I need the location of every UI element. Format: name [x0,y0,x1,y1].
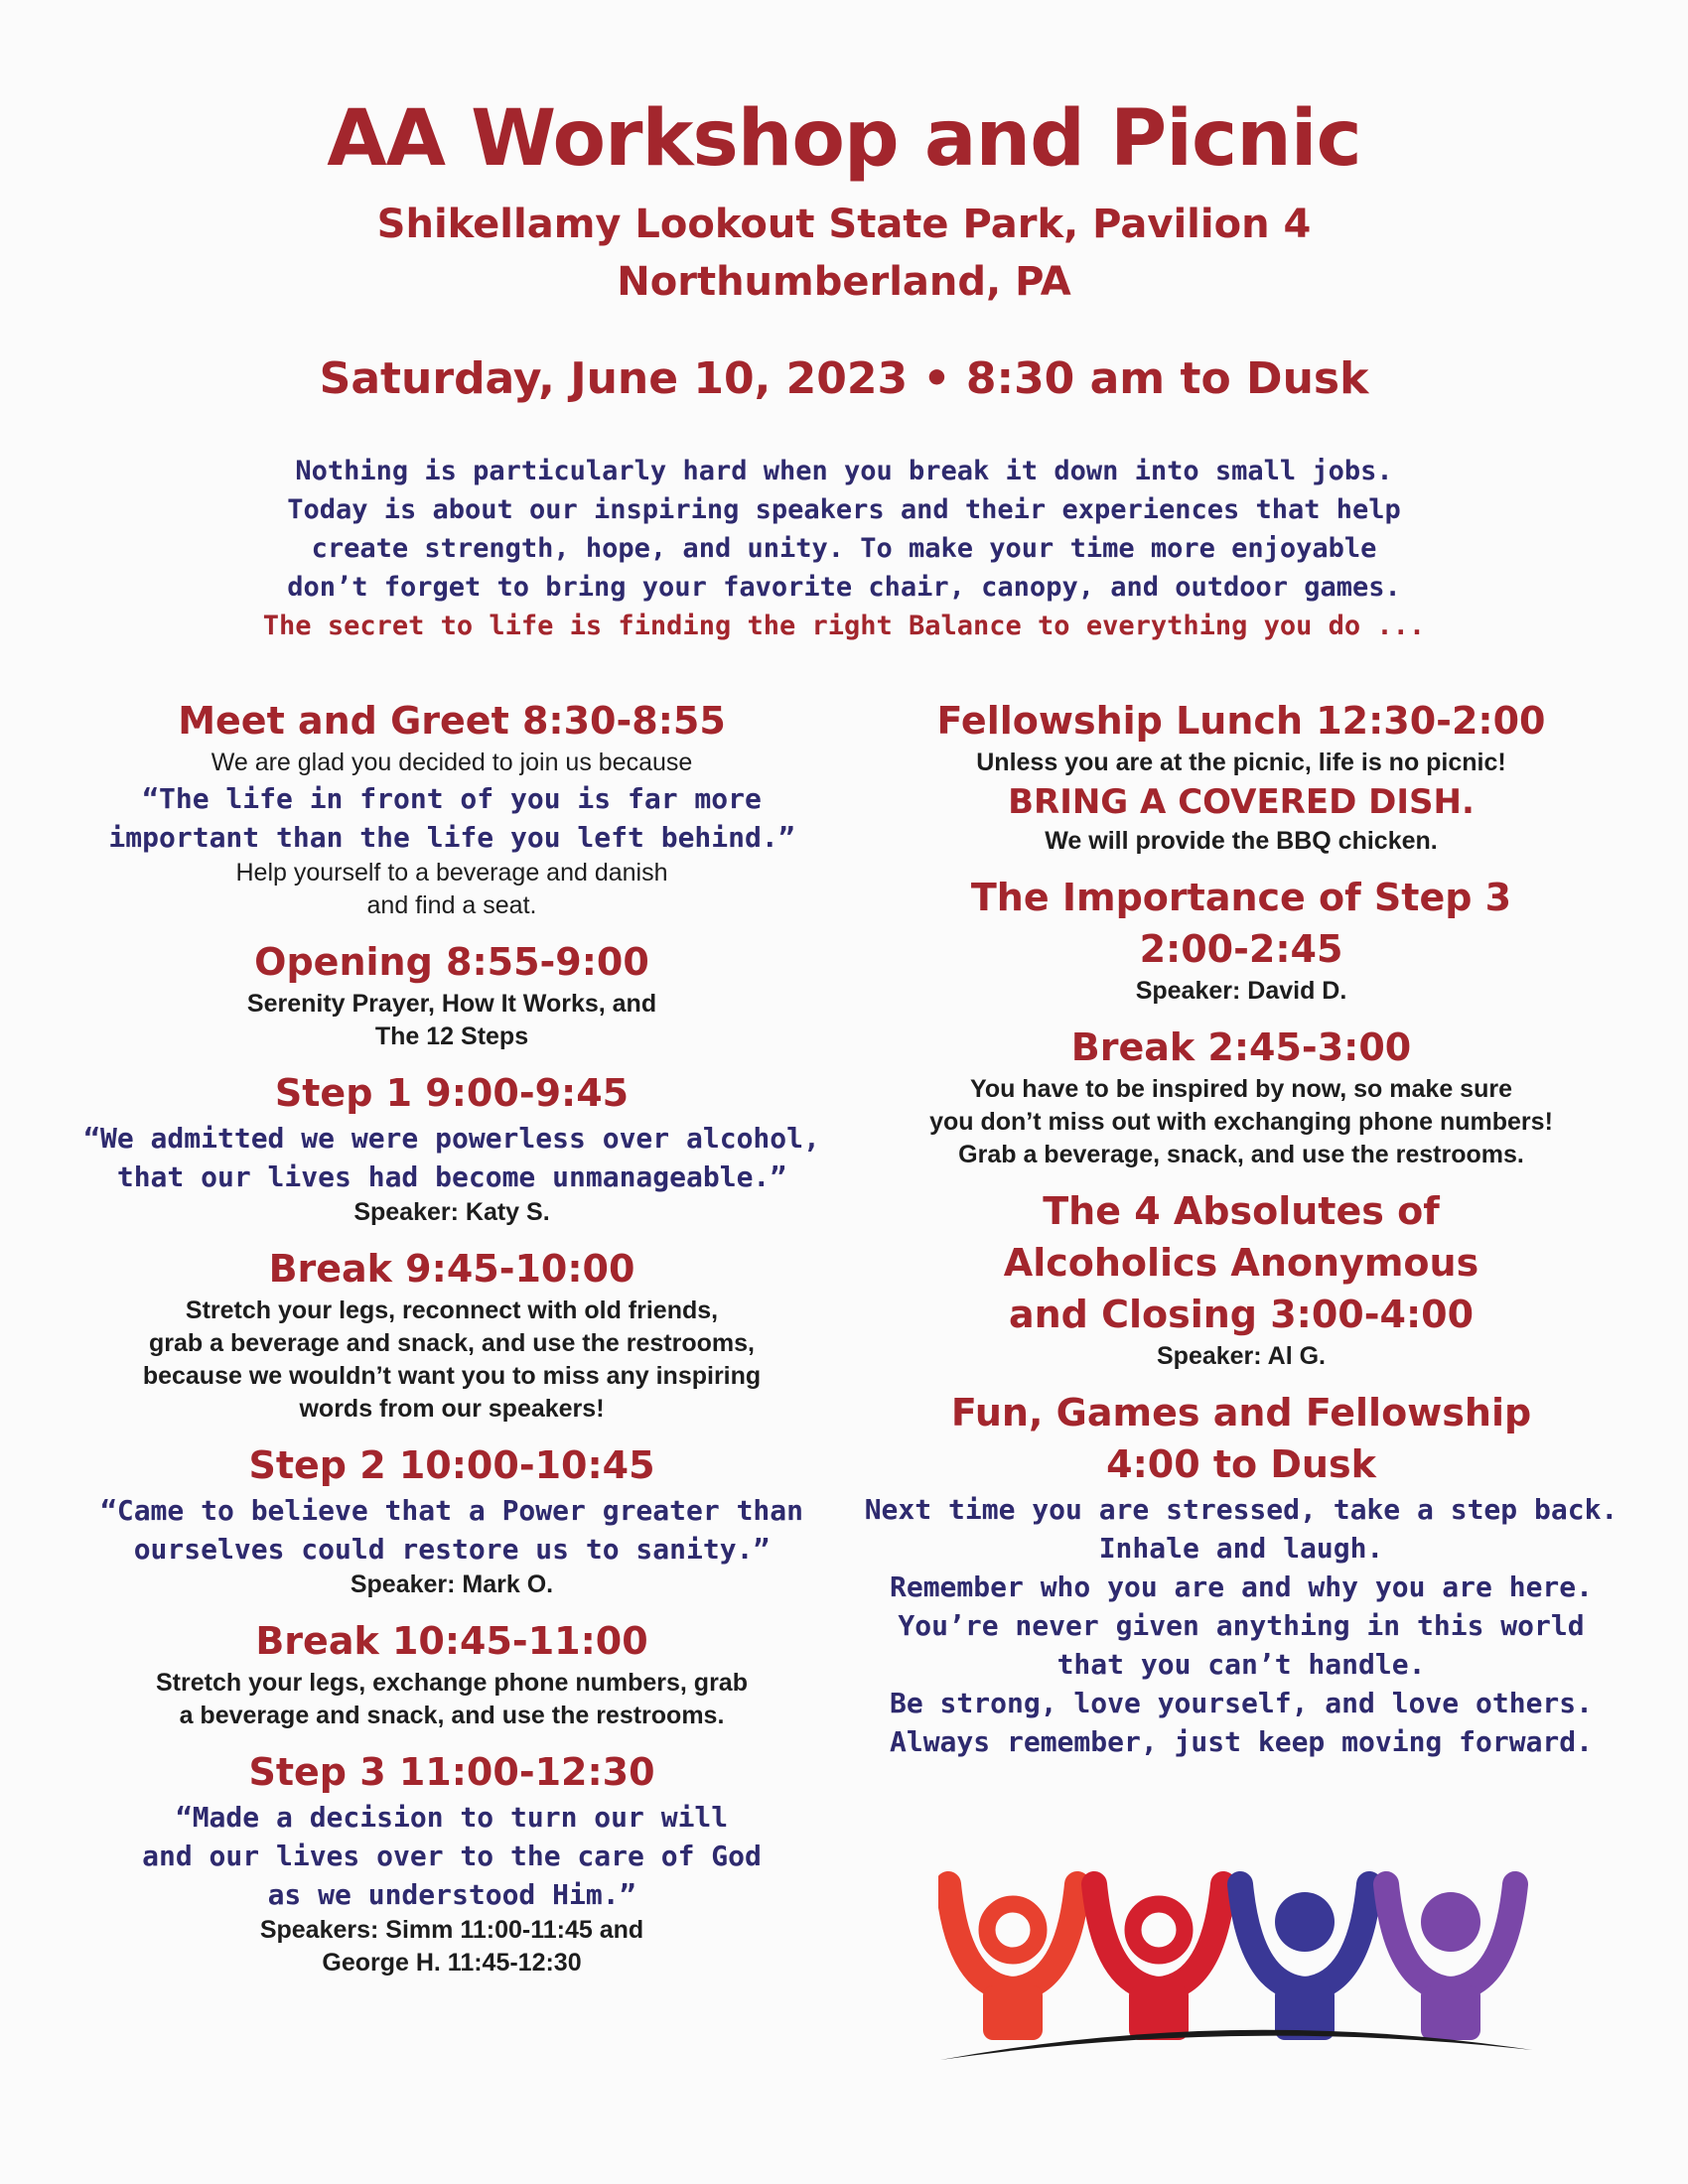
section-heading: Break 9:45-10:00 [268,1247,635,1291]
speaker-name: Speaker: Katy S. [353,1198,550,1226]
section-text: Stretch your legs, reconnect with old friends, [185,1297,719,1324]
section-heading: Break 10:45-11:00 [255,1619,648,1663]
section-heading: and Closing 3:00-4:00 [1008,1293,1475,1336]
step-3-section [60,1746,844,1979]
closing-line: Remember who you are and why you are here. [889,1570,1593,1603]
section-text: grab a beverage and snack, and use the restrooms, [149,1329,755,1357]
section-text: Grab a beverage, snack, and use the restrooms. [958,1141,1524,1168]
closing-line: Inhale and laugh. [1098,1532,1384,1565]
break-3-section [854,1022,1628,1171]
section-text: We are glad you decided to join us because [211,749,693,776]
section-quote: “The life in front of you is far more [142,782,762,815]
speaker-name: George H. 11:45-12:30 [322,1949,582,1977]
person-figure-4 [1386,1884,1515,2040]
intro-line: don’t forget to bring your favorite chair, canopy, and outdoor games. [287,572,1401,603]
figure-torso [1129,1985,1189,2040]
event-date-time: Saturday, June 10, 2023 • 8:30 am to Dusk [319,353,1369,404]
figure-head [1133,1904,1185,1956]
section-heading: Step 2 10:00-10:45 [248,1443,655,1487]
figure-torso [1421,1985,1480,2040]
section-quote: “Made a decision to turn our will [175,1801,729,1834]
fun-games-section [854,1387,1628,1761]
closing-line: that you can’t handle. [1056,1648,1426,1681]
schedule-left-column [60,695,844,1979]
location-line-2: Northumberland, PA [617,259,1071,305]
section-heading: Fun, Games and Fellowship [950,1391,1532,1434]
section-text: a beverage and snack, and use the restrooms. [179,1702,725,1729]
four-absolutes-section [854,1185,1628,1373]
section-heading: The 4 Absolutes of [1043,1189,1440,1233]
section-quote: “Came to believe that a Power greater than [99,1494,803,1527]
covered-dish-callout: BRING A COVERED DISH. [1008,782,1475,822]
speaker-name: Speaker: Mark O. [350,1570,554,1598]
closing-highlight: Always remember, just keep moving forward. [889,1725,1593,1758]
intro-line: Nothing is particularly hard when you break it down into small jobs. [295,456,1393,486]
section-text: Help yourself to a beverage and danish [235,859,668,887]
section-heading: Fellowship Lunch 12:30-2:00 [936,699,1546,743]
step-2-section [60,1439,844,1601]
section-quote: “We admitted we were powerless over alcohol, [83,1122,820,1155]
schedule-right-column [854,695,1628,1761]
section-quote: that our lives had become unmanageable.” [116,1160,787,1193]
break-2-section [60,1615,844,1732]
intro-highlight: The secret to life is finding the right Balance to everything you do ... [262,611,1426,641]
fellowship-lunch-section [854,695,1628,858]
closing-line: You’re never given anything in this world [898,1609,1585,1642]
figure-head [1275,1892,1335,1952]
step-1-section [60,1067,844,1229]
section-text: because we wouldn’t want you to miss any inspiring [142,1362,762,1390]
section-heading: Alcoholics Anonymous [1003,1241,1479,1285]
break-1-section [60,1243,844,1426]
person-figure-1 [948,1884,1077,2040]
section-quote: as we understood Him.” [267,1878,636,1911]
speaker-name: Speaker: Al G. [1157,1342,1326,1370]
section-heading: Meet and Greet 8:30-8:55 [178,699,726,743]
page-title: AA Workshop and Picnic [327,94,1361,184]
figure-head [987,1904,1039,1956]
section-heading: Break 2:45-3:00 [1070,1025,1412,1069]
section-heading: The Importance of Step 3 [970,876,1512,919]
location-line-1: Shikellamy Lookout State Park, Pavilion 4 [376,202,1312,247]
people-unity-logo [938,1866,1534,2065]
section-text: words from our speakers! [299,1395,605,1423]
speaker-name: Speakers: Simm 11:00-11:45 and [259,1916,644,1944]
section-heading: Step 3 11:00-12:30 [248,1750,655,1794]
closing-line: Next time you are stressed, take a step back. [864,1493,1618,1526]
section-heading: Opening 8:55-9:00 [254,940,649,984]
importance-step-3-section [854,872,1628,1008]
section-text: The 12 Steps [374,1023,529,1050]
meet-and-greet-section [60,695,844,922]
section-text: You have to be inspired by now, so make sure [970,1075,1512,1103]
figure-torso [983,1985,1043,2040]
person-figure-2 [1094,1884,1223,2040]
section-quote: important than the life you left behind.” [108,821,795,854]
section-heading: 2:00-2:45 [1139,927,1343,971]
intro-line: create strength, hope, and unity. To make your time more enjoyable [311,533,1377,564]
section-text: Stretch your legs, exchange phone numbers, grab [156,1669,748,1697]
section-text: Serenity Prayer, How It Works, and [246,990,657,1018]
person-figure-3 [1240,1884,1369,2040]
section-text: We will provide the BBQ chicken. [1045,827,1438,855]
section-text: you don’t miss out with exchanging phone numbers! [929,1108,1553,1136]
intro-paragraph [0,452,1688,645]
section-text: and find a seat. [366,891,537,919]
section-heading: Step 1 9:00-9:45 [274,1071,630,1115]
section-heading: 4:00 to Dusk [1106,1442,1376,1486]
section-text: Unless you are at the picnic, life is no picnic! [976,749,1506,776]
speaker-name: Speaker: David D. [1135,977,1347,1005]
opening-section [60,936,844,1053]
intro-line: Today is about our inspiring speakers and their experiences that help [287,494,1401,525]
closing-line: Be strong, love yourself, and love others. [889,1687,1593,1719]
figure-head [1421,1892,1480,1952]
section-quote: ourselves could restore us to sanity.” [133,1533,771,1566]
section-quote: and our lives over to the care of God [142,1840,762,1872]
